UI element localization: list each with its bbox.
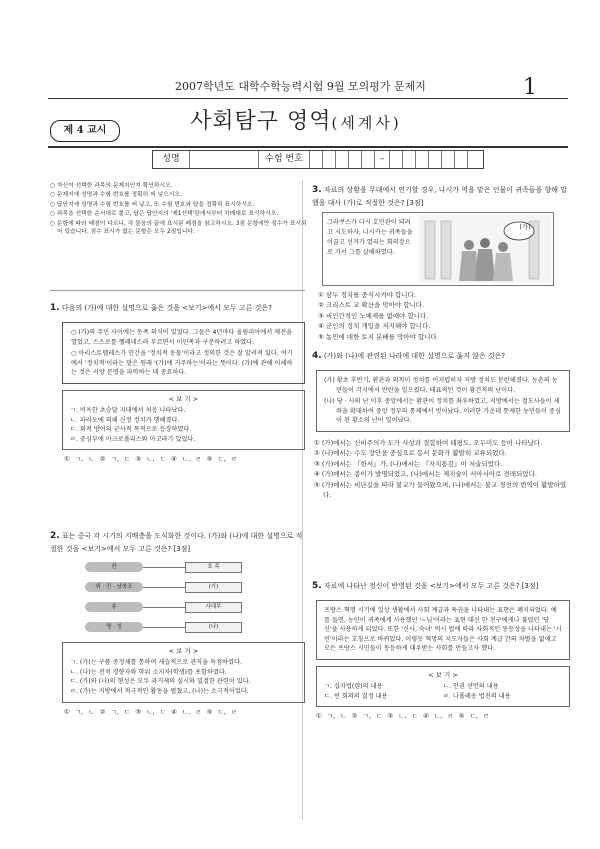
exam-number-digit[interactable] — [468, 151, 482, 168]
header-rule — [48, 98, 568, 99]
elite-song: 사대부 — [185, 602, 242, 613]
bogi-label: < 보 기 > — [168, 394, 199, 403]
passage-paragraph: ○ 아리스토텔레스가 인간을 '정치적 동물'이라고 정의한 것은 잘 알려져 있다. 여기에서 '정치적'이라는 말은 원래 '(가)에 거주하는'이라는 뜻이다. (가)에 관해 이해하는 것은 서양 문명을 파악하는 데 중요하다. — [71, 350, 293, 377]
exam-number-digit[interactable] — [429, 151, 442, 168]
question-5-choices[interactable]: ① ㄱ, ㄴ ② ㄱ, ㄷ ③ ㄴ, ㄷ ④ ㄴ, ㄹ ⑤ ㄷ, ㄹ — [316, 712, 490, 721]
option-2[interactable]: ② 크리스트 교 확산을 막아야 합니다. — [318, 301, 425, 310]
question-2-number: 2. — [50, 531, 60, 541]
option-1[interactable]: ① 삼두 정치를 중식시켜야 합니다. — [318, 291, 416, 299]
question-5 — [312, 580, 570, 722]
question-4-options — [314, 438, 570, 500]
dynasty-wei-jin: 위 · 진 · 남북조 — [85, 582, 143, 592]
connector-line — [143, 607, 185, 608]
connector-line — [143, 587, 185, 588]
elite-ming-qing: (나) — [185, 622, 242, 633]
question-1-choices[interactable]: ① ㄱ, ㄴ ② ㄱ, ㄷ ③ ㄴ, ㄷ ④ ㄴ, ㄹ ⑤ ㄷ, ㄹ — [64, 455, 238, 464]
exam-number-digit[interactable] — [310, 151, 323, 168]
bogi-label: < 보 기 > — [428, 670, 458, 679]
bogi-item: ㄱ. 비옥한 초승달 지대에서 처음 나타났다. — [70, 407, 186, 415]
exam-number-digit[interactable] — [390, 151, 403, 168]
elite-wei-jin: (가) — [185, 582, 242, 593]
instruction-line: ○ 문제지에 성명과 수험 번호를 정확히 써 넣으시오. — [50, 192, 182, 199]
dynasty-han: 한 — [85, 562, 143, 572]
question-1 — [50, 302, 305, 465]
question-5-bogi — [316, 666, 570, 707]
name-field[interactable] — [190, 151, 259, 168]
question-2-bogi — [62, 642, 305, 703]
name-label: 성명 — [153, 151, 190, 168]
instructions — [50, 182, 312, 237]
bogi-label: < 보 기 > — [168, 647, 199, 655]
instruction-line: ○ 과목을 선택한 순서대로 풀고, 답은 답안지의 '제1선택'란에서부터 차례대로 표시하시오. — [50, 211, 279, 218]
exam-number-dash: – — [375, 151, 390, 168]
dynasty-ming-qing: 명 · 청 — [85, 622, 143, 632]
question-5-passage: 프랑스 혁명 시기에 일상 생활에서 사회 계급과 특권을 나타내는 표현은 폐지되었다. 예를 들면, 농민이 귀족에게 사용했던 '~님'이라는 표현 대신 한 친구에게나 불렀던 '당신'을 사용하게 되었다. 또한 '신사, 숙녀' 역시 법에 따라 사회적인 동등성을 나타내는 '시민'이라는 호칭으로 바뀌었다. 이렇듯 혁명의 지도자들은 사회 계급 간의 차별을 없애고 모든 프랑스 시민들이 동등하게 대우받는 사회를 만들고자 했다. — [316, 600, 570, 660]
bogi-item: ㄴ. 인권 선언의 내용 — [443, 683, 499, 691]
question-4-text: (가)와 (나)에 관련된 나라에 대한 설명으로 옳지 않은 것은? — [323, 352, 506, 360]
header-rule-thick — [48, 146, 568, 148]
bogi-item: ㄷ. (가)와 (나)의 형성은 모두 과거제의 실시와 밀접한 관련이 있다. — [70, 678, 251, 686]
question-4-passage — [316, 370, 570, 432]
option-4[interactable]: ④ 군인의 정치 개입을 저지해야 합니다. — [318, 322, 431, 331]
question-2-lower — [62, 642, 305, 717]
option-1[interactable]: ① (가)에서는 신비주의가 도가 사상과 결합하여 태평도, 오두미도 등이 나타났다. — [314, 438, 543, 447]
exam-number-digit[interactable] — [416, 151, 429, 168]
question-1-bogi — [62, 390, 305, 451]
question-1-passage — [62, 322, 305, 384]
subject-title-sub: (세계사) — [331, 114, 402, 132]
passage-paragraph: (가) 황초 후반기, 환관과 외척이 정치를 어지럽히자 지방 정치도 문란해졌다. 농촌의 농민들이 각지에서 반란을 일으켰다. 태표적인 것이 황건적의 난이다. — [324, 376, 558, 394]
exam-title: 2007학년도 대학수학능력시험 9월 모의평가 문제지 — [175, 80, 426, 93]
instruction-line: ○ 자신이 선택한 과목의 문제지인지 확인하시오. — [50, 183, 173, 189]
question-3-scene — [322, 212, 554, 286]
question-1-text: 다음의 (가)에 대한 설명으로 옳은 것을 <보기>에서 모두 고른 것은? — [61, 304, 272, 312]
option-3[interactable]: ③ (가)에서는 『한서』가, (나)에서는 『자치통감』이 저술되었다. — [314, 459, 503, 468]
bogi-item: ㄹ. 나폴레옹 법전의 내용 — [443, 692, 511, 700]
subject-title — [190, 106, 402, 138]
question-2-diagram — [85, 562, 260, 634]
question-3-text: 자료의 상황을 무대에서 연기할 경우, 나시가 역을 맡은 인물이 귀족들을 향해 말했을 대사 (가)로 적절한 것은? [3점] — [312, 186, 568, 207]
question-3-number: 3. — [312, 185, 322, 195]
question-3-options — [318, 290, 568, 342]
elite-han: 호 족 — [185, 562, 242, 573]
exam-number-digit[interactable] — [442, 151, 455, 168]
question-5-text: 자료에 나타난 정신이 반영된 것을 <보기>에서 모두 고른 것은? [3점] — [323, 582, 539, 590]
page-number: 1 — [523, 75, 537, 100]
exam-number-digit[interactable] — [349, 151, 362, 168]
question-1-number: 1. — [50, 303, 60, 313]
option-3[interactable]: ③ 비인간적인 노예제를 없애야 합니다. — [318, 311, 429, 320]
option-4[interactable]: ④ (가)에서는 종이가 발명되었고, (나)에서는 제지술이 서아시아로 전래되었다. — [314, 470, 537, 479]
option-5[interactable]: ⑤ 농민에 대한 토지 분배를 막아야 합니다. — [318, 332, 439, 341]
instruction-line: ○ 문항에 따라 배점이 다르니, 각 물음의 끝에 표시된 배점을 참고하시오. 3점 문항에만 점수가 표시되어 있습니다. 점수 표시가 없는 문항은 모두 2점입니다. — [50, 220, 307, 235]
bogi-item: ㄴ. 파라오에 의해 신정 정치가 행해졌다. — [70, 416, 180, 424]
exam-number-digit[interactable] — [362, 151, 375, 168]
column-divider — [302, 180, 303, 820]
question-2-text: 표는 중국 각 시기의 지배층을 도식화한 것이다. (가)와 (나)에 대한 설명으로 적절한 것을 <보기>에서 모두 고른 것은? [3점] — [50, 532, 303, 553]
exam-number-digit[interactable] — [403, 151, 416, 168]
passage-paragraph: ○ (가)의 주민 사이에는 동족 의식이 있었다. 그들은 4년마다 올림피아에서 제전을 열었고, 스스로를 헬레네스라 부르면서 이민족과 구분하려고 하였다. — [71, 328, 293, 346]
question-5-stem — [312, 580, 570, 594]
bogi-item: ㄹ. 중심부에 아크로폴리스와 아고라가 있었다. — [70, 435, 196, 443]
passage-paragraph: (나) 당 · 사의 난 이후 중앙에서는 환관이 정치를 좌우하였고, 지방에서는 절도사들이 세력을 확대하여 중앙 정부의 통제에서 벗어났다. 이러한 가운데 통제한 농민들이 중심이 된 황소의 난이 일어났다. — [324, 398, 561, 425]
connector-line — [143, 567, 185, 568]
bogi-item: ㄴ. (나)는 전적 경향자와 학위 소지자(학생)를 포함하였다. — [70, 668, 227, 676]
question-3-passage: 그라쿠스가 다시 호민관이 되려고 시도하자, 나시카는 귀족들을 이끌고 선거가 열리는 회의장으로 가서 그를 살해하였다. — [327, 219, 413, 256]
exam-number-digit[interactable] — [455, 151, 468, 168]
question-2-choices[interactable]: ① ㄱ, ㄴ ② ㄱ, ㄷ ③ ㄴ, ㄷ ④ ㄴ, ㄹ ⑤ ㄷ, ㄹ — [64, 707, 238, 716]
question-4-number: 4. — [312, 351, 322, 361]
question-5-number: 5. — [312, 581, 322, 591]
bogi-item: ㄷ. 외적 방어의 군사적 목적으로 등장하였다. — [70, 426, 192, 434]
bogi-item: ㄱ. (가)는 구품 중정제를 통하여 세습적으로 관직을 독점하였다. — [70, 659, 242, 667]
bogi-item: ㄹ. (가)는 지방에서 적극적인 활동을 펼쳤고, (나)는 소극적이었다. — [70, 687, 249, 695]
bogi-item: ㄷ. 빈 회의의 결정 내용 — [324, 692, 388, 700]
option-2[interactable]: ② (나)에서는 수도 장안을 중심으로 동서 문화가 활발히 교류되었다. — [314, 449, 507, 458]
question-4-stem — [312, 350, 570, 364]
option-5[interactable]: ⑤ (가)에서는 비단길을 따라 불교가 들어왔으며, (나)에서는 불교 경전의 번역이 활발하였다. — [314, 480, 567, 499]
question-4 — [312, 350, 570, 500]
exam-number-digit[interactable] — [323, 151, 336, 168]
bogi-item: ㄱ. 십자법(령)의 내용 — [324, 683, 383, 691]
period-badge: 제 4 교시 — [50, 120, 120, 142]
speech-bubble-label: (가) — [519, 223, 531, 231]
question-3-stem — [312, 184, 570, 209]
question-2 — [50, 530, 305, 555]
dynasty-song: 송 — [85, 602, 143, 612]
notice-rule — [50, 290, 305, 291]
exam-number-digit[interactable] — [336, 151, 349, 168]
question-3 — [312, 184, 570, 209]
candidate-id-bar — [152, 150, 484, 169]
question-1-stem — [50, 302, 305, 316]
exam-number-label: 수험 번호 — [259, 151, 310, 168]
question-2-stem — [50, 530, 305, 555]
subject-title-main: 사회탐구 영역 — [190, 109, 332, 134]
instruction-line: ○ 답안지에 성명과 수험 번호를 써 넣고, 또 수험 번호와 답을 정확히 표시하시오. — [50, 201, 255, 208]
connector-line — [143, 627, 185, 628]
